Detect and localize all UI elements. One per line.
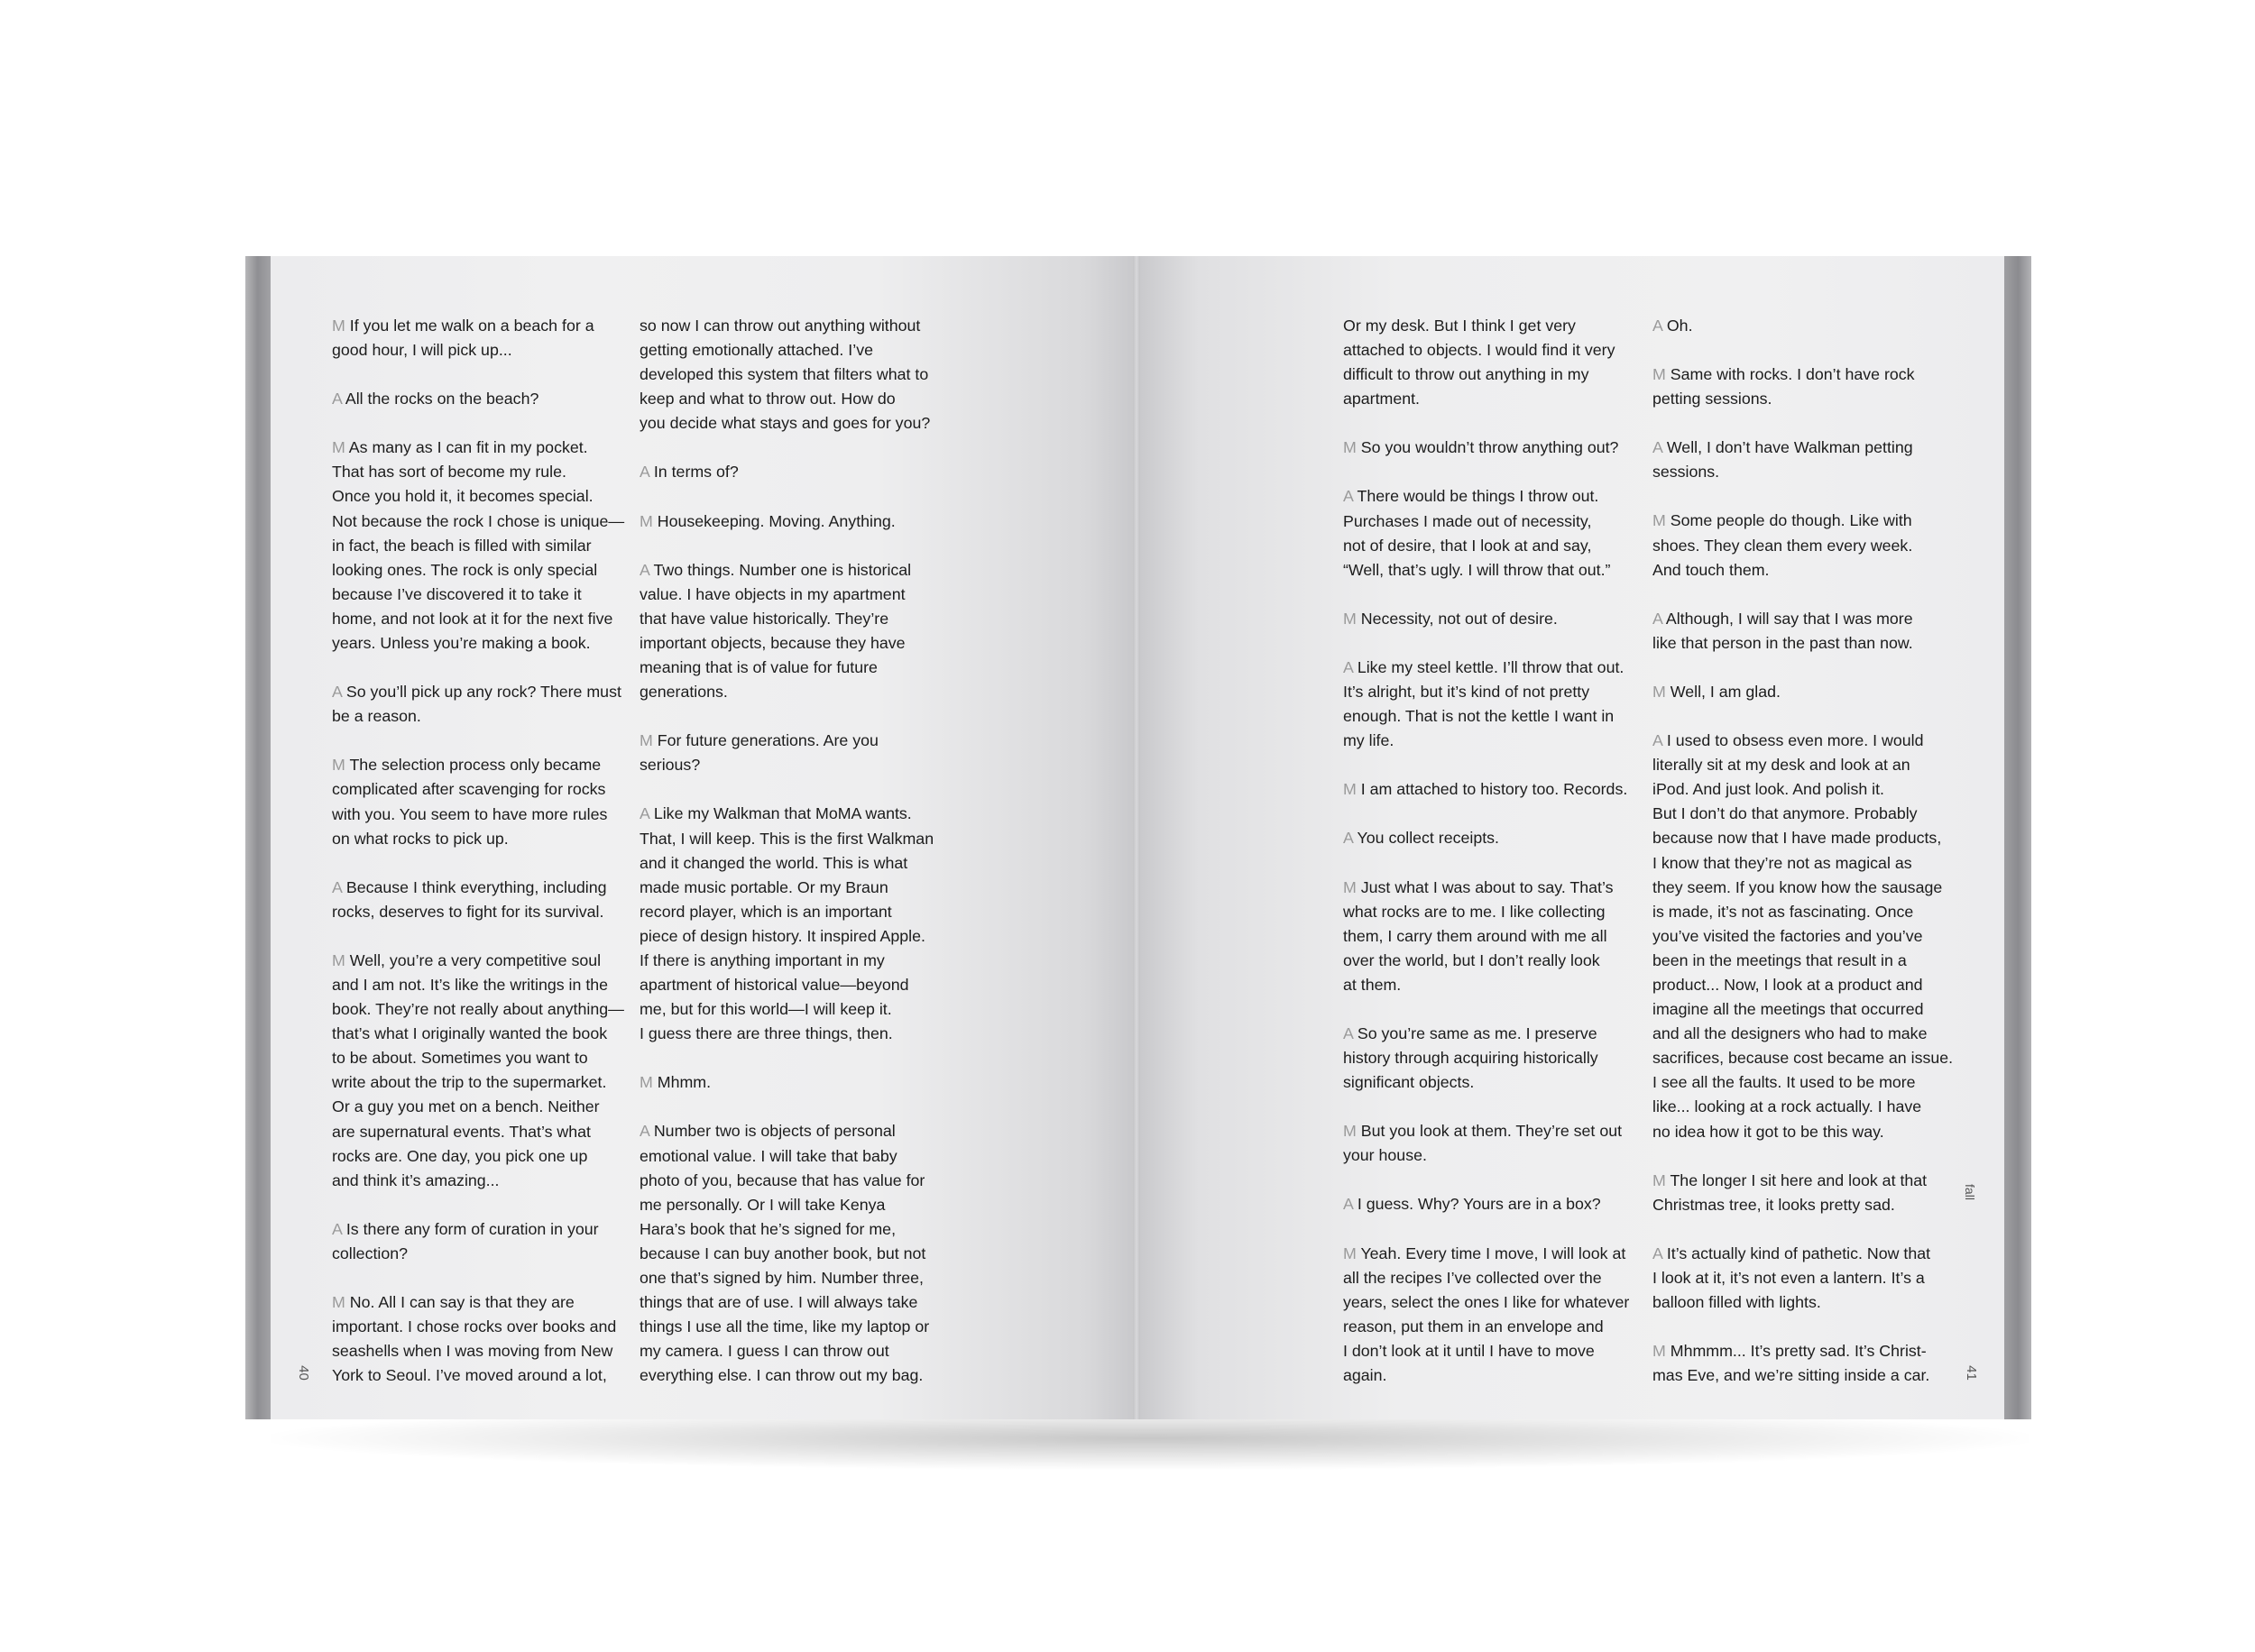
dialogue-text: Well, I am glad. bbox=[1670, 682, 1781, 701]
dialogue-text: Same with rocks. I don’t have rock petting sessions. bbox=[1652, 365, 1915, 408]
dialogue-paragraph bbox=[1652, 1242, 1959, 1315]
dialogue-text: Is there any form of curation in your collection? bbox=[332, 1219, 599, 1262]
speaker-initial: M bbox=[1343, 877, 1357, 896]
speaker-initial: A bbox=[1343, 829, 1353, 848]
speaker-initial: A bbox=[1343, 487, 1353, 506]
dialogue-paragraph bbox=[1652, 680, 1959, 704]
running-head: fall bbox=[1962, 1184, 1977, 1200]
dialogue-paragraph bbox=[1652, 607, 1959, 656]
dialogue-text: All the rocks on the beach? bbox=[345, 390, 539, 408]
dialogue-paragraph bbox=[332, 876, 639, 924]
speaker-initial: M bbox=[1343, 1244, 1357, 1262]
dialogue-text: Or my desk. But I think I get very attached to objects. I would find it very difficult to throw out anything in my apartment. bbox=[1343, 317, 1615, 408]
speaker-initial: A bbox=[1652, 609, 1662, 628]
right-page bbox=[1138, 256, 2004, 1419]
speaker-initial: M bbox=[1652, 682, 1666, 701]
page-edge-left bbox=[245, 256, 272, 1419]
dialogue-paragraph bbox=[1343, 1119, 1650, 1168]
dialogue-text: Because I think everything, including rocks, deserves to fight for its survival. bbox=[332, 877, 607, 921]
speaker-initial: A bbox=[640, 463, 649, 482]
page-number-left: 40 bbox=[295, 1365, 311, 1381]
speaker-initial: M bbox=[332, 438, 345, 457]
dialogue-text: You collect receipts. bbox=[1357, 829, 1500, 848]
speaker-initial: A bbox=[1652, 438, 1662, 457]
dialogue-text: If you let me walk on a beach for a good hour, I will pick up... bbox=[332, 317, 594, 360]
dialogue-text: Just what I was about to say. That’s what rocks are to me. I like collecting them, I carry them around with me all over the world, but I don’t really look at them. bbox=[1343, 877, 1614, 994]
speaker-initial: M bbox=[1343, 780, 1357, 799]
dialogue-paragraph bbox=[1343, 1242, 1650, 1389]
dialogue-paragraph bbox=[1343, 436, 1650, 460]
dialogue-text: Housekeeping. Moving. Anything. bbox=[657, 511, 896, 530]
speaker-initial: M bbox=[640, 731, 653, 750]
dialogue-text: Well, you’re a very competitive soul and I am not. It’s like the writings in the book. They’re not really about anything— that’s what I originally wanted the book to be about. Sometimes you want to write about the trip to the supermarket. Or a guy you met on a bench. Neither are supernatural events. That’s what rocks are. One day, you pick one up and think it’s amazing... bbox=[332, 950, 624, 1189]
dialogue-paragraph bbox=[1343, 607, 1650, 631]
speaker-initial: M bbox=[1343, 1122, 1357, 1141]
speaker-initial: A bbox=[332, 683, 342, 702]
dialogue-paragraph bbox=[1343, 484, 1650, 582]
dialogue-paragraph bbox=[332, 1217, 639, 1266]
dialogue-text: But you look at them. They’re set out your house. bbox=[1343, 1122, 1623, 1165]
dialogue-text: I am attached to history too. Records. bbox=[1360, 780, 1628, 799]
dialogue-paragraph bbox=[640, 729, 946, 777]
speaker-initial: A bbox=[640, 560, 649, 579]
right-page-column-2 bbox=[1652, 314, 1959, 1412]
speaker-initial: A bbox=[1652, 317, 1662, 335]
dialogue-text: For future generations. Are you serious? bbox=[640, 731, 879, 775]
speaker-initial: M bbox=[1652, 365, 1666, 384]
dialogue-paragraph bbox=[640, 509, 946, 534]
dialogue-text: Yeah. Every time I move, I will look at all the recipes I’ve collected over the years, select the ones I like for whatever reason, put them in an envelope and I don’t look at it until I have to move again. bbox=[1343, 1244, 1630, 1384]
dialogue-text: It’s actually kind of pathetic. Now that I look at it, it’s not even a lantern. It’s a balloon filled with lights. bbox=[1652, 1244, 1931, 1311]
speaker-initial: M bbox=[332, 950, 345, 969]
dialogue-text: Two things. Number one is historical value. I have objects in my apartment that have value historically. They’re important objects, because they have meaning that is of value for future generations. bbox=[640, 560, 912, 702]
dialogue-paragraph bbox=[1343, 826, 1650, 850]
dialogue-paragraph bbox=[640, 802, 946, 1046]
dialogue-paragraph bbox=[1343, 314, 1650, 411]
dialogue-paragraph bbox=[1652, 1339, 1959, 1388]
speaker-initial: M bbox=[1652, 1342, 1666, 1361]
dialogue-paragraph bbox=[332, 680, 639, 729]
dialogue-text: Like my Walkman that MoMA wants. That, I will keep. This is the first Walkman and it changed the world. This is what made music portable. Or my Braun record player, which is an important piece of design history. It inspired Apple. If there is anything important in my apartment of historical value—beyond me, but for this world—I will keep it. I guess there are three things, then. bbox=[640, 804, 934, 1043]
speaker-initial: M bbox=[1343, 609, 1357, 628]
speaker-initial: M bbox=[332, 1293, 345, 1311]
gutter bbox=[1133, 256, 1140, 1419]
dialogue-text: Some people do though. Like with shoes. They clean them every week. And touch them. bbox=[1652, 511, 1913, 579]
dialogue-text: So you’ll pick up any rock? There must be a reason. bbox=[332, 683, 621, 726]
dialogue-paragraph bbox=[1343, 656, 1650, 753]
speaker-initial: M bbox=[640, 1073, 653, 1092]
speaker-initial: A bbox=[1343, 657, 1353, 676]
dialogue-text: There would be things I throw out. Purchases I made out of necessity, not of desire, that I look at and say, “Well, that’s ugly. I will throw that out.” bbox=[1343, 487, 1611, 579]
dialogue-text: so now I can throw out anything without getting emotionally attached. I’ve developed this system that filters what to keep and what to throw out. How do you decide what stays and goes for you? bbox=[640, 317, 931, 433]
right-page-column-1 bbox=[1343, 314, 1650, 1412]
dialogue-text: Oh. bbox=[1666, 317, 1693, 335]
speaker-initial: A bbox=[332, 877, 342, 896]
dialogue-text: I guess. Why? Yours are in a box? bbox=[1357, 1195, 1601, 1214]
dialogue-paragraph bbox=[332, 436, 639, 656]
dialogue-paragraph bbox=[1652, 436, 1959, 484]
dialogue-paragraph bbox=[332, 387, 639, 411]
dialogue-paragraph bbox=[1652, 729, 1959, 1144]
dialogue-text: No. All I can say is that they are important. I chose rocks over books and seashells when I was moving from New York to Seoul. I’ve moved around a lot, bbox=[332, 1293, 617, 1385]
speaker-initial: A bbox=[640, 1122, 649, 1141]
dialogue-text: Well, I don’t have Walkman petting sessions. bbox=[1652, 438, 1913, 482]
dialogue-text: Mhmm. bbox=[657, 1073, 712, 1092]
dialogue-paragraph bbox=[332, 314, 639, 363]
speaker-initial: M bbox=[1343, 438, 1357, 457]
speaker-initial: A bbox=[1343, 1195, 1353, 1214]
dialogue-paragraph bbox=[332, 753, 639, 850]
speaker-initial: M bbox=[332, 756, 345, 775]
dialogue-text: As many as I can fit in my pocket. That has sort of become my rule. Once you hold it, it becomes special. Not because the rock I chose is unique— in fact, the beach is filled with similar looking ones. The rock is only special because I’ve discovered it to take it home, and not look at it for the next five years. Unless you’re making a book. bbox=[332, 438, 625, 653]
dialogue-text: So you wouldn’t throw anything out? bbox=[1360, 438, 1619, 457]
dialogue-text: Like my steel kettle. I’ll throw that out. It’s alright, but it’s kind of not pretty enough. That is not the kettle I want in my life. bbox=[1343, 657, 1625, 750]
dialogue-text: Number two is objects of personal emotional value. I will take that baby photo of you, because that has value for me personally. Or I will take Kenya Hara’s book that he’s signed for me, because I can buy another book, but not one that’s signed by him. Number three, things that are of use. I will always take things I use all the time, like my laptop or my camera. I guess I can throw out everything else. I can throw out my bag. bbox=[640, 1122, 930, 1385]
left-page-column-1 bbox=[332, 314, 639, 1412]
speaker-initial: A bbox=[1343, 1023, 1353, 1042]
dialogue-paragraph bbox=[1652, 314, 1959, 338]
dialogue-text: Necessity, not out of desire. bbox=[1360, 609, 1558, 628]
left-page bbox=[271, 256, 1137, 1419]
dialogue-paragraph bbox=[1343, 876, 1650, 997]
dialogue-paragraph bbox=[332, 949, 639, 1193]
speaker-initial: A bbox=[640, 804, 649, 823]
dialogue-paragraph bbox=[640, 558, 946, 705]
dialogue-text: So you’re same as me. I preserve history through acquiring historically significant objects. bbox=[1343, 1023, 1598, 1092]
dialogue-paragraph bbox=[640, 1070, 946, 1095]
dialogue-paragraph bbox=[640, 460, 946, 484]
dialogue-text: Mhmmm... It’s pretty sad. It’s Christ- mas Eve, and we’re sitting inside a car. bbox=[1652, 1342, 1930, 1385]
dialogue-paragraph bbox=[1343, 777, 1650, 802]
speaker-initial: A bbox=[332, 1219, 342, 1238]
dialogue-text: Although, I will say that I was more like that person in the past than now. bbox=[1652, 609, 1913, 652]
dialogue-paragraph bbox=[332, 1290, 639, 1388]
speaker-initial: M bbox=[640, 511, 653, 530]
page-edge-right bbox=[2002, 256, 2031, 1419]
speaker-initial: M bbox=[1652, 511, 1666, 530]
speaker-initial: M bbox=[1652, 1170, 1666, 1189]
dialogue-paragraph bbox=[640, 1119, 946, 1388]
dialogue-paragraph bbox=[1343, 1022, 1650, 1095]
dialogue-text: In terms of? bbox=[653, 463, 739, 482]
dialogue-paragraph bbox=[1343, 1192, 1650, 1216]
dialogue-paragraph bbox=[1652, 509, 1959, 582]
dialogue-paragraph bbox=[640, 314, 946, 436]
speaker-initial: M bbox=[332, 317, 345, 335]
dialogue-paragraph bbox=[1652, 363, 1959, 411]
speaker-initial: A bbox=[332, 390, 342, 408]
dialogue-text: The selection process only became complicated after scavenging for rocks with you. You seem to have more rules on what rocks to pick up. bbox=[332, 756, 608, 848]
page-number-right: 41 bbox=[1963, 1365, 1979, 1381]
speaker-initial: A bbox=[1652, 731, 1662, 750]
dialogue-text: The longer I sit here and look at that Christmas tree, it looks pretty sad. bbox=[1652, 1170, 1928, 1214]
speaker-initial: A bbox=[1652, 1244, 1662, 1262]
left-page-column-2 bbox=[640, 314, 946, 1412]
dialogue-text: I used to obsess even more. I would literally sit at my desk and look at an iPod. And just look. And polish it. But I don’t do that anymore. Probably because now that I have made products, I know that they’re not as magical as they seem. If you know how the sausage is made, it’s not as fascinating. Once you’ve visited the factories and you’ve been in the meetings that result in a product... Now, I look at a product and imagine all the meetings that occurred and all the designers who had to make sacrifices, because cost became an issue. I see all the faults. It used to be more like... looking at a rock actually. I have no idea how it got to be this way. bbox=[1652, 731, 1954, 1141]
dialogue-paragraph bbox=[1652, 1169, 1959, 1217]
